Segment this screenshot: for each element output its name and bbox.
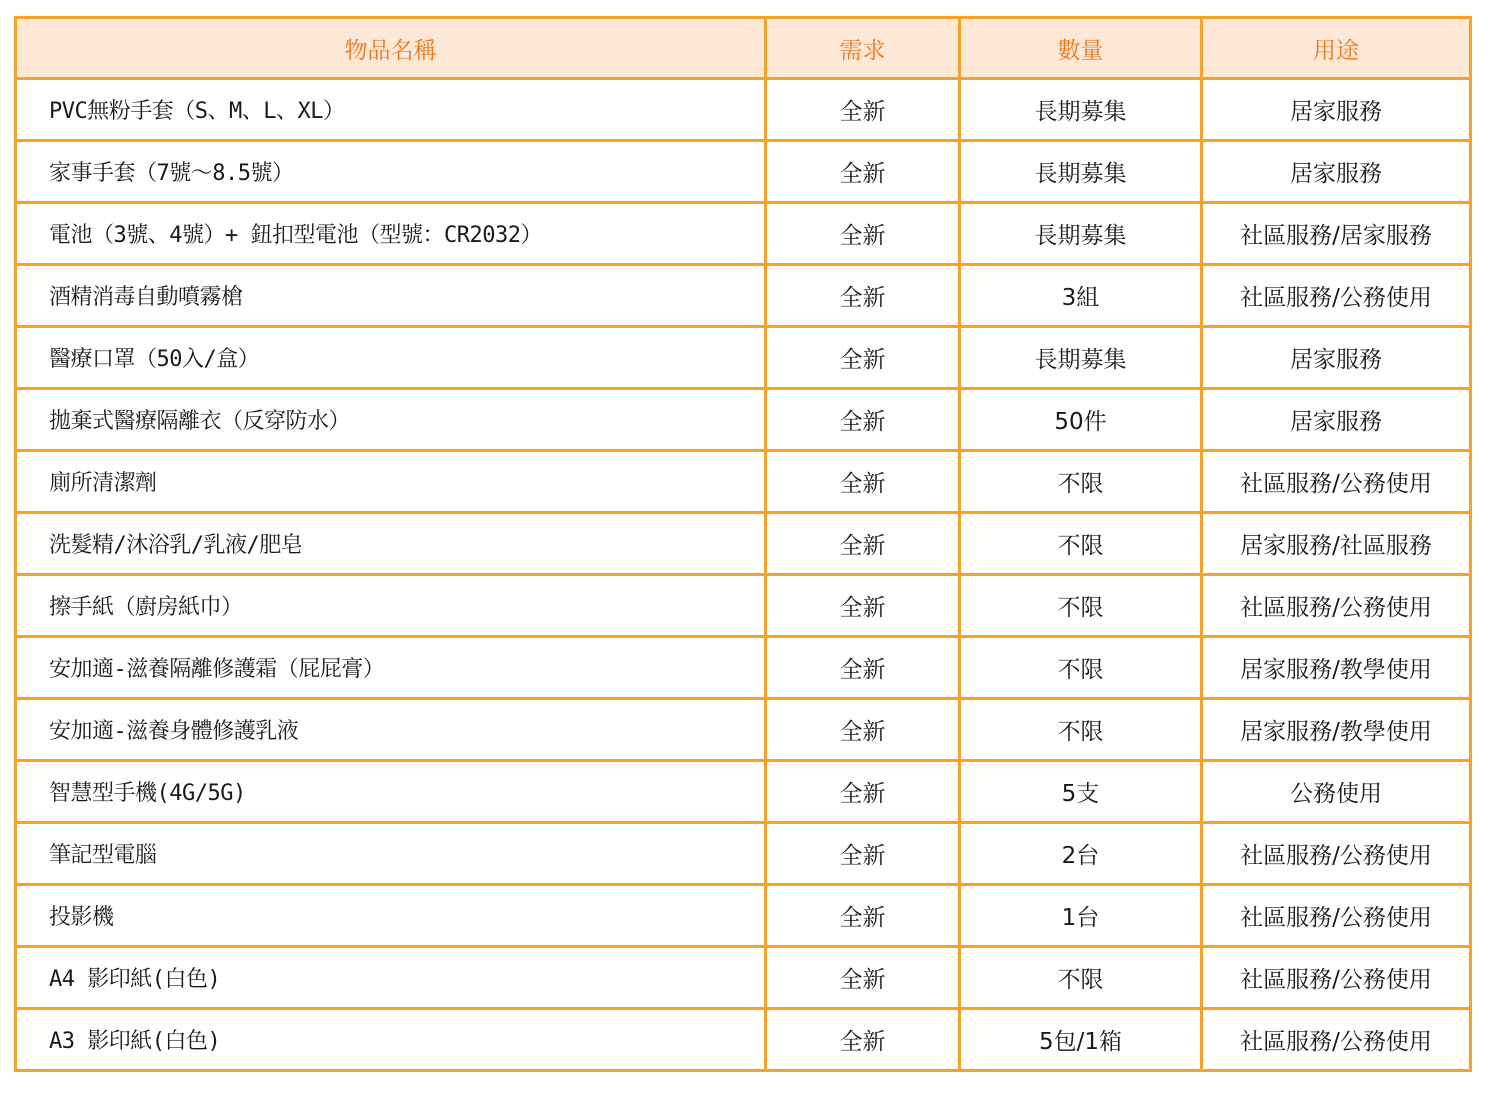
quantity-cell: 50件 (960, 389, 1202, 451)
table-header-row (16, 18, 1471, 79)
item-name-cell: A4 影印紙(白色) (16, 947, 766, 1009)
usage-cell: 社區服務/公務使用 (1202, 1009, 1471, 1071)
item-name-cell: 家事手套（7號～8.5號） (16, 141, 766, 203)
condition-cell: 全新 (766, 265, 960, 327)
quantity-cell: 不限 (960, 637, 1202, 699)
item-name-cell: A3 影印紙(白色) (16, 1009, 766, 1071)
usage-cell: 居家服務 (1202, 141, 1471, 203)
quantity-cell: 長期募集 (960, 203, 1202, 265)
quantity-cell: 長期募集 (960, 327, 1202, 389)
usage-cell: 公務使用 (1202, 761, 1471, 823)
item-name-cell: 投影機 (16, 885, 766, 947)
table-row (16, 699, 1471, 761)
table-row (16, 823, 1471, 885)
item-name-cell: PVC無粉手套（S、M、L、XL） (16, 79, 766, 141)
table-row (16, 265, 1471, 327)
quantity-cell: 不限 (960, 513, 1202, 575)
item-name-cell: 廁所清潔劑 (16, 451, 766, 513)
item-name-cell: 擦手紙（廚房紙巾） (16, 575, 766, 637)
item-name-cell: 電池（3號、4號）+ 鈕扣型電池（型號：CR2032） (16, 203, 766, 265)
item-name-cell: 拋棄式醫療隔離衣（反穿防水） (16, 389, 766, 451)
usage-cell: 社區服務/居家服務 (1202, 203, 1471, 265)
quantity-cell: 不限 (960, 575, 1202, 637)
table-row (16, 761, 1471, 823)
condition-cell: 全新 (766, 885, 960, 947)
header-item-name: 物品名稱 (16, 18, 766, 79)
condition-cell: 全新 (766, 1009, 960, 1071)
condition-cell: 全新 (766, 203, 960, 265)
condition-cell: 全新 (766, 389, 960, 451)
table-row (16, 451, 1471, 513)
condition-cell: 全新 (766, 575, 960, 637)
item-name-cell: 安加適-滋養隔離修護霜（屁屁膏） (16, 637, 766, 699)
table-row (16, 79, 1471, 141)
usage-cell: 居家服務/教學使用 (1202, 637, 1471, 699)
usage-cell: 社區服務/公務使用 (1202, 265, 1471, 327)
quantity-cell: 2台 (960, 823, 1202, 885)
condition-cell: 全新 (766, 947, 960, 1009)
table-row (16, 885, 1471, 947)
table-row (16, 513, 1471, 575)
condition-cell: 全新 (766, 699, 960, 761)
condition-cell: 全新 (766, 79, 960, 141)
usage-cell: 居家服務 (1202, 389, 1471, 451)
condition-cell: 全新 (766, 637, 960, 699)
table-row (16, 327, 1471, 389)
donation-items-table-wrapper (14, 16, 1469, 1072)
table-row (16, 947, 1471, 1009)
usage-cell: 社區服務/公務使用 (1202, 451, 1471, 513)
condition-cell: 全新 (766, 823, 960, 885)
usage-cell: 社區服務/公務使用 (1202, 823, 1471, 885)
item-name-cell: 筆記型電腦 (16, 823, 766, 885)
header-condition: 需求 (766, 18, 960, 79)
usage-cell: 居家服務 (1202, 327, 1471, 389)
condition-cell: 全新 (766, 141, 960, 203)
usage-cell: 社區服務/公務使用 (1202, 947, 1471, 1009)
usage-cell: 居家服務/社區服務 (1202, 513, 1471, 575)
item-name-cell: 安加適-滋養身體修護乳液 (16, 699, 766, 761)
condition-cell: 全新 (766, 451, 960, 513)
table-row (16, 1009, 1471, 1071)
quantity-cell: 不限 (960, 947, 1202, 1009)
table-row (16, 141, 1471, 203)
usage-cell: 社區服務/公務使用 (1202, 885, 1471, 947)
usage-cell: 社區服務/公務使用 (1202, 575, 1471, 637)
item-name-cell: 酒精消毒自動噴霧槍 (16, 265, 766, 327)
table-row (16, 575, 1471, 637)
table-row (16, 389, 1471, 451)
usage-cell: 居家服務 (1202, 79, 1471, 141)
quantity-cell: 長期募集 (960, 141, 1202, 203)
item-name-cell: 洗髮精/沐浴乳/乳液/肥皂 (16, 513, 766, 575)
header-usage: 用途 (1202, 18, 1471, 79)
table-row (16, 203, 1471, 265)
condition-cell: 全新 (766, 761, 960, 823)
usage-cell: 居家服務/教學使用 (1202, 699, 1471, 761)
quantity-cell: 長期募集 (960, 79, 1202, 141)
condition-cell: 全新 (766, 513, 960, 575)
quantity-cell: 5包/1箱 (960, 1009, 1202, 1071)
item-name-cell: 智慧型手機(4G/5G) (16, 761, 766, 823)
donation-items-table (14, 16, 1472, 1072)
header-quantity: 數量 (960, 18, 1202, 79)
quantity-cell: 1台 (960, 885, 1202, 947)
item-name-cell: 醫療口罩（50入/盒） (16, 327, 766, 389)
table-row (16, 637, 1471, 699)
condition-cell: 全新 (766, 327, 960, 389)
quantity-cell: 不限 (960, 699, 1202, 761)
quantity-cell: 5支 (960, 761, 1202, 823)
table-body (16, 79, 1471, 1071)
quantity-cell: 不限 (960, 451, 1202, 513)
quantity-cell: 3組 (960, 265, 1202, 327)
